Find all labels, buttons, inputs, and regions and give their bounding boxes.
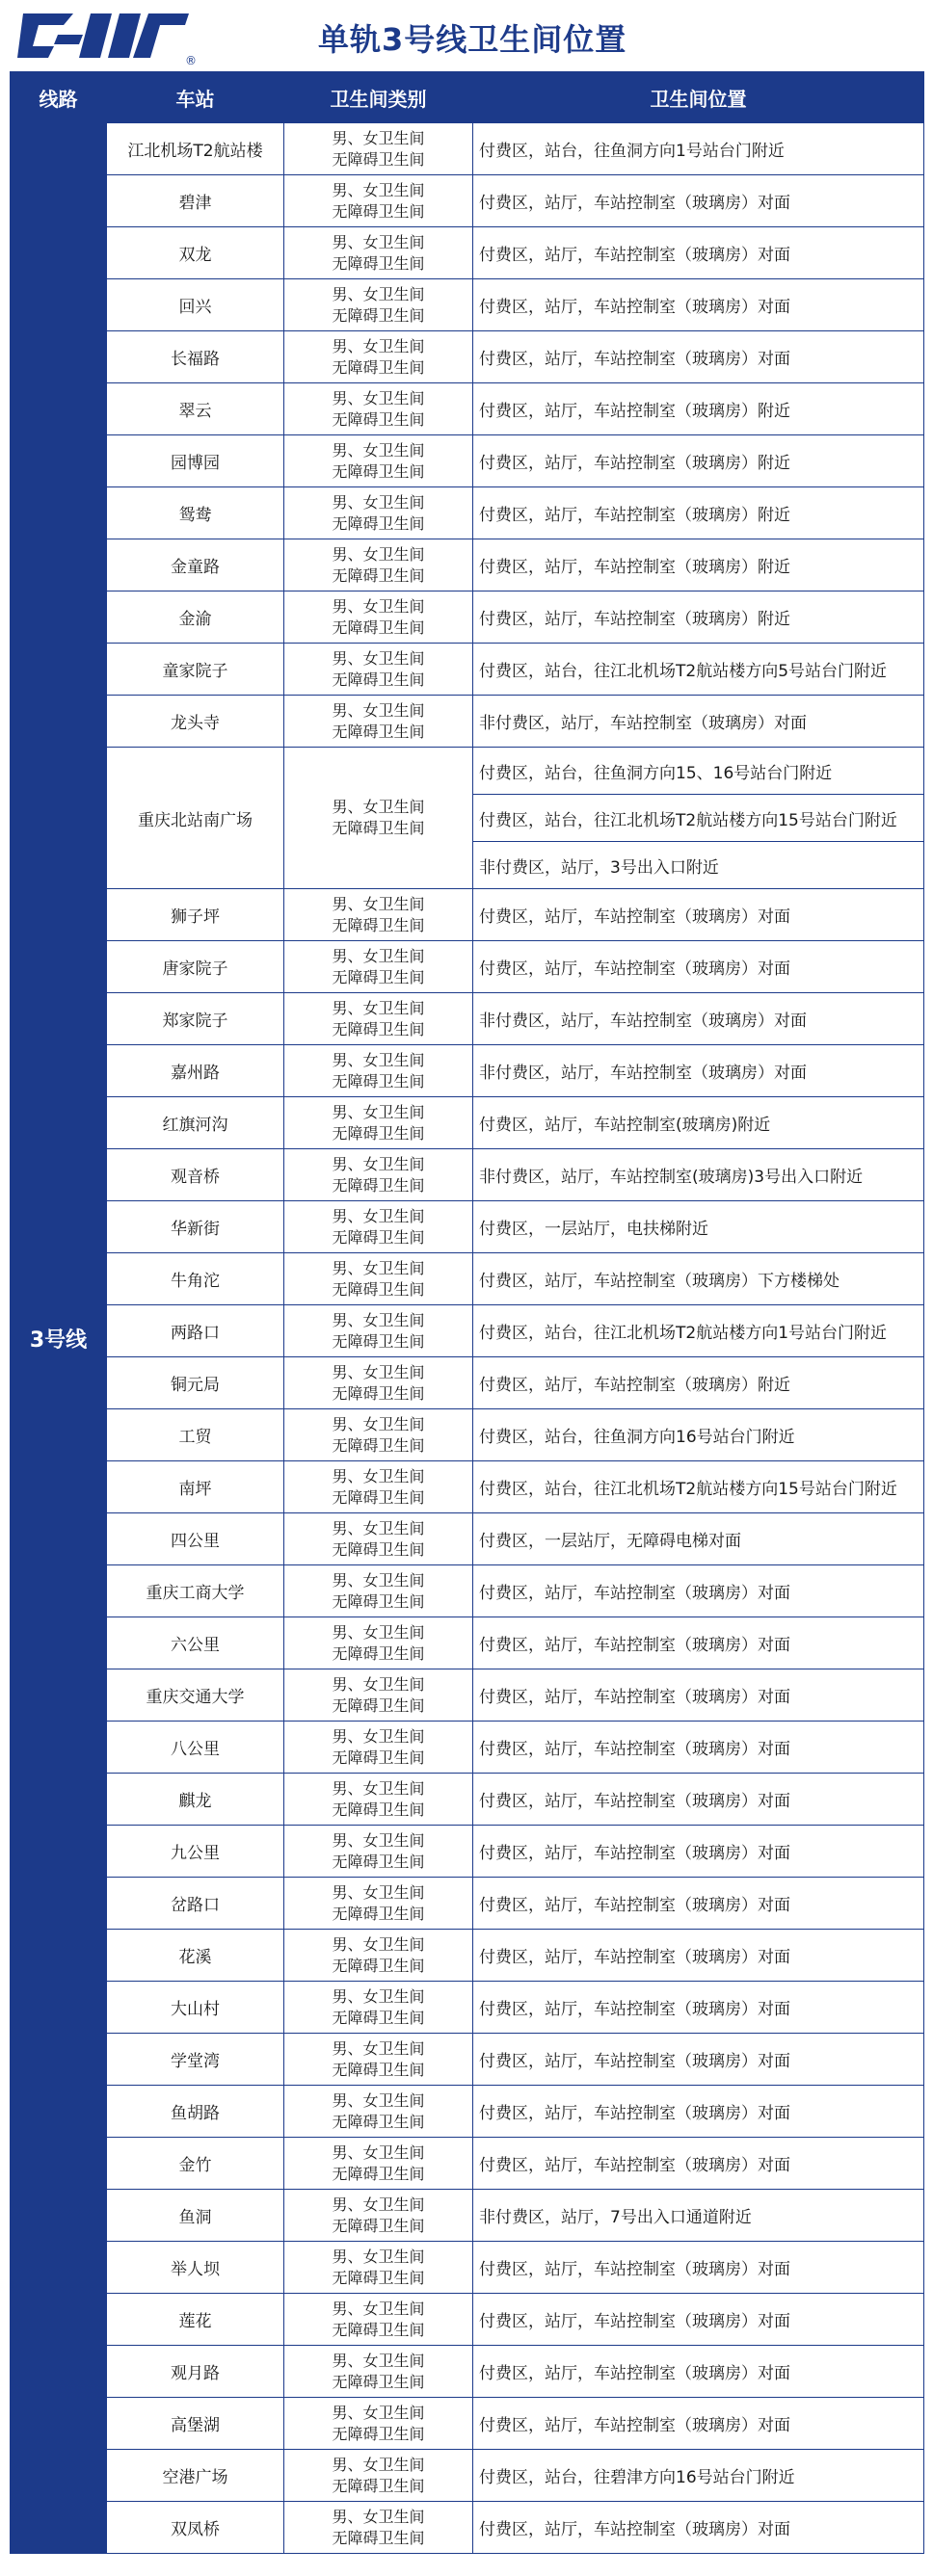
toilet-location: 非付费区，站厅，车站控制室（玻璃房）对面	[473, 993, 924, 1045]
table-row	[11, 227, 924, 279]
table-row	[11, 591, 924, 644]
toilet-type-accessible: 无障碍卫生间	[332, 1331, 425, 1351]
toilet-type	[284, 1826, 473, 1878]
toilet-type-gender: 男、女卫生间	[332, 1310, 425, 1329]
station-name: 空港广场	[107, 2450, 284, 2502]
table-row	[11, 889, 924, 941]
toilet-type	[284, 748, 473, 889]
toilet-type-gender: 男、女卫生间	[332, 1258, 425, 1277]
station-name: 观音桥	[107, 1149, 284, 1201]
toilet-type-gender: 男、女卫生间	[332, 388, 425, 407]
toilet-type-accessible: 无障碍卫生间	[332, 357, 425, 377]
toilet-type-gender: 男、女卫生间	[332, 2351, 425, 2370]
station-name: 六公里	[107, 1617, 284, 1669]
table-row	[11, 1617, 924, 1669]
toilet-location: 付费区，站厅，车站控制室（玻璃房）对面	[473, 2502, 924, 2554]
table-row	[11, 1461, 924, 1513]
toilet-location: 付费区，站台，往鱼洞方向16号站台门附近	[473, 1409, 924, 1461]
toilet-type-accessible: 无障碍卫生间	[332, 2424, 425, 2443]
toilet-type-gender: 男、女卫生间	[332, 2090, 425, 2110]
station-name: 重庆交通大学	[107, 1669, 284, 1722]
table-row	[11, 644, 924, 696]
toilet-location: 付费区，站厅，车站控制室（玻璃房）对面	[473, 1617, 924, 1669]
station-name: 岔路口	[107, 1878, 284, 1930]
toilet-location: 付费区，站厅，车站控制室（玻璃房）对面	[473, 1669, 924, 1722]
toilet-location: 付费区，站厅，车站控制室（玻璃房）对面	[473, 2034, 924, 2086]
toilet-type	[284, 591, 473, 644]
toilet-type	[284, 487, 473, 539]
toilet-location: 付费区，站厅，车站控制室（玻璃房）对面	[473, 279, 924, 331]
line-cell: 3号线	[11, 123, 107, 2554]
toilet-type-accessible: 无障碍卫生间	[332, 409, 425, 429]
toilet-location: 付费区，站厅，车站控制室（玻璃房）附近	[473, 591, 924, 644]
station-name: 郑家院子	[107, 993, 284, 1045]
toilet-type-accessible: 无障碍卫生间	[332, 513, 425, 533]
toilet-type-accessible: 无障碍卫生间	[332, 461, 425, 481]
toilet-type-accessible: 无障碍卫生间	[332, 1956, 425, 1975]
toilet-type	[284, 696, 473, 748]
toilet-type	[284, 1982, 473, 2034]
table-row	[11, 1357, 924, 1409]
toilet-type-accessible: 无障碍卫生间	[332, 722, 425, 741]
toilet-type	[284, 1513, 473, 1565]
toilet-location: 付费区，站厅，车站控制室（玻璃房）附近	[473, 539, 924, 591]
toilet-type	[284, 941, 473, 993]
toilet-type	[284, 383, 473, 435]
toilet-type	[284, 1461, 473, 1513]
toilet-type-gender: 男、女卫生间	[332, 946, 425, 965]
toilet-type	[284, 993, 473, 1045]
toilet-type-accessible: 无障碍卫生间	[332, 2112, 425, 2131]
toilet-type-gender: 男、女卫生间	[332, 2142, 425, 2162]
table-row	[11, 2242, 924, 2294]
toilet-type	[284, 227, 473, 279]
toilet-type-gender: 男、女卫生间	[332, 648, 425, 668]
table-row	[11, 2138, 924, 2190]
station-name: 双龙	[107, 227, 284, 279]
table-row	[11, 1930, 924, 1982]
table-row	[11, 2450, 924, 2502]
station-name: 牛角沱	[107, 1253, 284, 1305]
table-row	[11, 748, 924, 795]
toilet-location: 非付费区，站厅，车站控制室(玻璃房)3号出入口附近	[473, 1149, 924, 1201]
station-name: 狮子坪	[107, 889, 284, 941]
toilet-type-gender: 男、女卫生间	[332, 440, 425, 460]
toilet-type-accessible: 无障碍卫生间	[332, 2528, 425, 2547]
table-row	[11, 2190, 924, 2242]
toilet-location: 付费区，站厅，车站控制室（玻璃房）对面	[473, 941, 924, 993]
toilet-type-accessible: 无障碍卫生间	[332, 670, 425, 689]
toilet-location: 付费区，站厅，车站控制室（玻璃房）对面	[473, 1930, 924, 1982]
station-name: 碧津	[107, 175, 284, 227]
toilet-location: 付费区，站厅，车站控制室（玻璃房）对面	[473, 2398, 924, 2450]
toilet-type	[284, 2450, 473, 2502]
col-header-location: 卫生间位置	[473, 72, 924, 123]
station-name: 唐家院子	[107, 941, 284, 993]
toilet-type-accessible: 无障碍卫生间	[332, 1643, 425, 1663]
toilet-type-accessible: 无障碍卫生间	[332, 967, 425, 986]
table-row	[11, 1409, 924, 1461]
toilet-type	[284, 644, 473, 696]
table-row	[11, 1097, 924, 1149]
station-name: 金渝	[107, 591, 284, 644]
toilet-location: 付费区，站厅，车站控制室（玻璃房）下方楼梯处	[473, 1253, 924, 1305]
cqrt-logo	[15, 8, 197, 67]
toilet-location: 付费区，站台，往江北机场T2航站楼方向5号站台门附近	[473, 644, 924, 696]
table-row	[11, 1305, 924, 1357]
toilet-type-gender: 男、女卫生间	[332, 2038, 425, 2058]
table-row	[11, 1045, 924, 1097]
toilet-type-gender: 男、女卫生间	[332, 2507, 425, 2526]
cqrt-logo-icon	[15, 8, 195, 64]
toilet-type-gender: 男、女卫生间	[332, 1882, 425, 1902]
table-row	[11, 2502, 924, 2554]
station-name: 重庆工商大学	[107, 1565, 284, 1617]
table-row	[11, 175, 924, 227]
toilet-location: 非付费区，站厅，7号出入口通道附近	[473, 2190, 924, 2242]
toilet-type-accessible: 无障碍卫生间	[332, 1227, 425, 1247]
col-header-line: 线路	[11, 72, 107, 123]
station-name: 金童路	[107, 539, 284, 591]
toilet-location: 付费区，站厅，车站控制室(玻璃房)附近	[473, 1097, 924, 1149]
toilet-type	[284, 331, 473, 383]
toilet-location: 非付费区，站厅，车站控制室（玻璃房）对面	[473, 1045, 924, 1097]
toilet-type	[284, 1357, 473, 1409]
page-header	[0, 0, 933, 71]
toilet-type	[284, 435, 473, 487]
toilet-type-gender: 男、女卫生间	[332, 2195, 425, 2214]
toilet-location: 付费区，站厅，车站控制室（玻璃房）对面	[473, 227, 924, 279]
toilet-type	[284, 2294, 473, 2346]
toilet-location: 付费区，站台，往江北机场T2航站楼方向15号站台门附近	[473, 1461, 924, 1513]
toilet-type-gender: 男、女卫生间	[332, 596, 425, 616]
station-name: 铜元局	[107, 1357, 284, 1409]
toilet-type	[284, 123, 473, 175]
toilet-location: 付费区，站厅，车站控制室（玻璃房）附近	[473, 435, 924, 487]
toilet-type-accessible: 无障碍卫生间	[332, 2476, 425, 2495]
table-row	[11, 383, 924, 435]
toilet-location: 付费区，站厅，车站控制室（玻璃房）对面	[473, 2138, 924, 2190]
toilet-type-gender: 男、女卫生间	[332, 1518, 425, 1538]
toilet-type	[284, 279, 473, 331]
toilet-location: 付费区，站台，往鱼洞方向1号站台门附近	[473, 123, 924, 175]
table-row	[11, 1878, 924, 1930]
toilet-type-accessible: 无障碍卫生间	[332, 1852, 425, 1871]
toilet-type-gender: 男、女卫生间	[332, 1674, 425, 1694]
toilet-type-gender: 男、女卫生间	[332, 1934, 425, 1954]
table-header-row	[11, 72, 924, 123]
toilet-type-gender: 男、女卫生间	[332, 1570, 425, 1590]
toilet-type	[284, 2086, 473, 2138]
toilet-type	[284, 889, 473, 941]
toilet-type	[284, 1565, 473, 1617]
toilet-location: 付费区，站厅，车站控制室（玻璃房）附近	[473, 487, 924, 539]
toilet-location: 付费区，站厅，车站控制室（玻璃房）对面	[473, 175, 924, 227]
station-name: 鱼洞	[107, 2190, 284, 2242]
toilet-type-gender: 男、女卫生间	[332, 1778, 425, 1798]
table-row	[11, 2034, 924, 2086]
toilet-location: 付费区，站厅，车站控制室（玻璃房）对面	[473, 889, 924, 941]
toilet-type-accessible: 无障碍卫生间	[332, 915, 425, 934]
toilet-type-gender: 男、女卫生间	[332, 1362, 425, 1381]
toilet-type-gender: 男、女卫生间	[332, 180, 425, 199]
toilet-type-accessible: 无障碍卫生间	[332, 1123, 425, 1143]
table-row	[11, 1982, 924, 2034]
toilet-type-gender: 男、女卫生间	[332, 1726, 425, 1746]
toilet-type	[284, 1045, 473, 1097]
toilet-type-accessible: 无障碍卫生间	[332, 2060, 425, 2079]
station-name: 江北机场T2航站楼	[107, 123, 284, 175]
table-row	[11, 539, 924, 591]
table-row	[11, 696, 924, 748]
station-name: 九公里	[107, 1826, 284, 1878]
toilet-location: 付费区，站厅，车站控制室（玻璃房）对面	[473, 331, 924, 383]
table-row	[11, 123, 924, 175]
toilet-location: 付费区，站厅，车站控制室（玻璃房）对面	[473, 2242, 924, 2294]
toilet-type-gender: 男、女卫生间	[332, 544, 425, 564]
table-row	[11, 1253, 924, 1305]
toilet-type-gender: 男、女卫生间	[332, 1414, 425, 1433]
station-name: 长福路	[107, 331, 284, 383]
toilet-type-accessible: 无障碍卫生间	[332, 1487, 425, 1507]
table-row	[11, 1722, 924, 1774]
toilet-type-gender: 男、女卫生间	[332, 2403, 425, 2422]
toilet-type-gender: 男、女卫生间	[332, 998, 425, 1017]
toilet-type-gender: 男、女卫生间	[332, 2247, 425, 2266]
toilet-type	[284, 2190, 473, 2242]
toilet-type-accessible: 无障碍卫生间	[332, 149, 425, 169]
table-row	[11, 1565, 924, 1617]
table-row	[11, 487, 924, 539]
station-name: 鱼胡路	[107, 2086, 284, 2138]
toilet-type	[284, 175, 473, 227]
station-name: 莲花	[107, 2294, 284, 2346]
table-row	[11, 1669, 924, 1722]
toilet-type	[284, 1930, 473, 1982]
station-name: 大山村	[107, 1982, 284, 2034]
station-name: 南坪	[107, 1461, 284, 1513]
toilet-location-table-wrap	[10, 71, 923, 2568]
toilet-type	[284, 1669, 473, 1722]
toilet-location: 付费区，站厅，车站控制室（玻璃房）附近	[473, 383, 924, 435]
toilet-location: 付费区，站厅，车站控制室（玻璃房）对面	[473, 2294, 924, 2346]
toilet-type-accessible: 无障碍卫生间	[332, 819, 425, 837]
toilet-location: 付费区，站台，往碧津方向16号站台门附近	[473, 2450, 924, 2502]
station-name: 童家院子	[107, 644, 284, 696]
toilet-type	[284, 1774, 473, 1826]
toilet-type-gender: 男、女卫生间	[332, 2299, 425, 2318]
toilet-type-gender: 男、女卫生间	[332, 1102, 425, 1121]
toilet-location-table	[10, 71, 924, 2554]
toilet-type	[284, 1097, 473, 1149]
table-row	[11, 435, 924, 487]
table-row	[11, 2346, 924, 2398]
station-name: 八公里	[107, 1722, 284, 1774]
table-row	[11, 2398, 924, 2450]
toilet-type-accessible: 无障碍卫生间	[332, 1591, 425, 1611]
table-row	[11, 331, 924, 383]
toilet-type-accessible: 无障碍卫生间	[332, 2320, 425, 2339]
toilet-type-gender: 男、女卫生间	[332, 894, 425, 913]
table-row	[11, 2086, 924, 2138]
toilet-type	[284, 2502, 473, 2554]
toilet-location: 付费区，站厅，车站控制室（玻璃房）对面	[473, 2346, 924, 2398]
toilet-type-gender: 男、女卫生间	[332, 492, 425, 512]
table-row	[11, 1149, 924, 1201]
toilet-type-accessible: 无障碍卫生间	[332, 2008, 425, 2027]
table-row	[11, 941, 924, 993]
station-name: 园博园	[107, 435, 284, 487]
table-row	[11, 2294, 924, 2346]
table-row	[11, 1826, 924, 1878]
toilet-type	[284, 2398, 473, 2450]
toilet-type	[284, 1409, 473, 1461]
table-row	[11, 279, 924, 331]
toilet-location: 付费区，站台，往江北机场T2航站楼方向15号站台门附近	[473, 795, 924, 842]
toilet-type	[284, 2034, 473, 2086]
table-row	[11, 993, 924, 1045]
toilet-type	[284, 2346, 473, 2398]
table-row	[11, 1513, 924, 1565]
registered-mark: ®	[185, 54, 197, 67]
toilet-type-accessible: 无障碍卫生间	[332, 1019, 425, 1038]
toilet-location: 付费区，站厅，车站控制室（玻璃房）对面	[473, 1982, 924, 2034]
station-name: 花溪	[107, 1930, 284, 1982]
toilet-location: 付费区，站厅，车站控制室（玻璃房）对面	[473, 1878, 924, 1930]
toilet-type	[284, 1305, 473, 1357]
page-title: 单轨3号线卫生间位置	[318, 21, 627, 58]
toilet-type-gender: 男、女卫生间	[332, 1466, 425, 1485]
station-name: 四公里	[107, 1513, 284, 1565]
toilet-type-accessible: 无障碍卫生间	[332, 1539, 425, 1559]
toilet-location: 付费区，站厅，车站控制室（玻璃房）对面	[473, 1774, 924, 1826]
toilet-type-accessible: 无障碍卫生间	[332, 1435, 425, 1455]
toilet-type-accessible: 无障碍卫生间	[332, 565, 425, 585]
toilet-type-accessible: 无障碍卫生间	[332, 2164, 425, 2183]
toilet-type-accessible: 无障碍卫生间	[332, 1800, 425, 1819]
toilet-type-accessible: 无障碍卫生间	[332, 1748, 425, 1767]
station-name: 两路口	[107, 1305, 284, 1357]
station-name: 学堂湾	[107, 2034, 284, 2086]
station-name: 观月路	[107, 2346, 284, 2398]
toilet-type-accessible: 无障碍卫生间	[332, 1071, 425, 1091]
station-name: 回兴	[107, 279, 284, 331]
toilet-type-gender: 男、女卫生间	[332, 232, 425, 251]
table-body	[11, 123, 924, 2554]
toilet-type-gender: 男、女卫生间	[332, 1050, 425, 1069]
toilet-type-accessible: 无障碍卫生间	[332, 1383, 425, 1403]
station-name: 龙头寺	[107, 696, 284, 748]
station-name: 双凤桥	[107, 2502, 284, 2554]
toilet-type-gender: 男、女卫生间	[332, 1986, 425, 2006]
toilet-location: 非付费区，站厅，车站控制室（玻璃房）对面	[473, 696, 924, 748]
toilet-type-gender: 男、女卫生间	[332, 1830, 425, 1850]
toilet-type	[284, 1201, 473, 1253]
toilet-type	[284, 1253, 473, 1305]
toilet-type-gender: 男、女卫生间	[332, 700, 425, 720]
station-name: 金竹	[107, 2138, 284, 2190]
toilet-type	[284, 1722, 473, 1774]
station-name: 工贸	[107, 1409, 284, 1461]
toilet-location: 付费区，站台，往江北机场T2航站楼方向1号站台门附近	[473, 1305, 924, 1357]
toilet-location: 付费区，一层站厅，无障碍电梯对面	[473, 1513, 924, 1565]
toilet-type-gender: 男、女卫生间	[332, 336, 425, 355]
toilet-type	[284, 2242, 473, 2294]
toilet-location: 付费区，站厅，车站控制室（玻璃房）附近	[473, 1357, 924, 1409]
toilet-type-gender: 男、女卫生间	[332, 1154, 425, 1173]
station-name: 重庆北站南广场	[107, 748, 284, 889]
toilet-location: 付费区，站厅，车站控制室（玻璃房）对面	[473, 1565, 924, 1617]
toilet-type-accessible: 无障碍卫生间	[332, 1175, 425, 1195]
station-name: 高堡湖	[107, 2398, 284, 2450]
toilet-type-accessible: 无障碍卫生间	[332, 1695, 425, 1715]
toilet-type-accessible: 无障碍卫生间	[332, 2372, 425, 2391]
toilet-location: 付费区，一层站厅，电扶梯附近	[473, 1201, 924, 1253]
station-name: 麒龙	[107, 1774, 284, 1826]
toilet-type-accessible: 无障碍卫生间	[332, 618, 425, 637]
toilet-type	[284, 2138, 473, 2190]
toilet-type-accessible: 无障碍卫生间	[332, 253, 425, 273]
toilet-type-accessible: 无障碍卫生间	[332, 2216, 425, 2235]
toilet-type-gender: 男、女卫生间	[332, 128, 425, 147]
station-name: 鸳鸯	[107, 487, 284, 539]
col-header-station: 车站	[107, 72, 284, 123]
table-row	[11, 1774, 924, 1826]
station-name: 嘉州路	[107, 1045, 284, 1097]
toilet-type-accessible: 无障碍卫生间	[332, 2268, 425, 2287]
station-name: 翠云	[107, 383, 284, 435]
station-name: 举人坝	[107, 2242, 284, 2294]
col-header-type: 卫生间类别	[284, 72, 473, 123]
toilet-location: 非付费区，站厅，3号出入口附近	[473, 842, 924, 889]
toilet-location: 付费区，站厅，车站控制室（玻璃房）对面	[473, 1826, 924, 1878]
toilet-type	[284, 1878, 473, 1930]
toilet-type-gender: 男、女卫生间	[332, 798, 425, 816]
toilet-type-accessible: 无障碍卫生间	[332, 305, 425, 325]
toilet-location: 付费区，站厅，车站控制室（玻璃房）对面	[473, 2086, 924, 2138]
toilet-type-gender: 男、女卫生间	[332, 2455, 425, 2474]
toilet-type	[284, 1149, 473, 1201]
toilet-type-accessible: 无障碍卫生间	[332, 201, 425, 221]
station-name: 红旗河沟	[107, 1097, 284, 1149]
table-row	[11, 1201, 924, 1253]
toilet-type-gender: 男、女卫生间	[332, 1206, 425, 1225]
toilet-type	[284, 1617, 473, 1669]
station-name: 华新街	[107, 1201, 284, 1253]
toilet-location: 付费区，站厅，车站控制室（玻璃房）对面	[473, 1722, 924, 1774]
toilet-type-gender: 男、女卫生间	[332, 284, 425, 303]
toilet-type	[284, 539, 473, 591]
toilet-location: 付费区，站台，往鱼洞方向15、16号站台门附近	[473, 748, 924, 795]
toilet-type-accessible: 无障碍卫生间	[332, 1279, 425, 1299]
toilet-type-gender: 男、女卫生间	[332, 1622, 425, 1642]
toilet-type-accessible: 无障碍卫生间	[332, 1904, 425, 1923]
